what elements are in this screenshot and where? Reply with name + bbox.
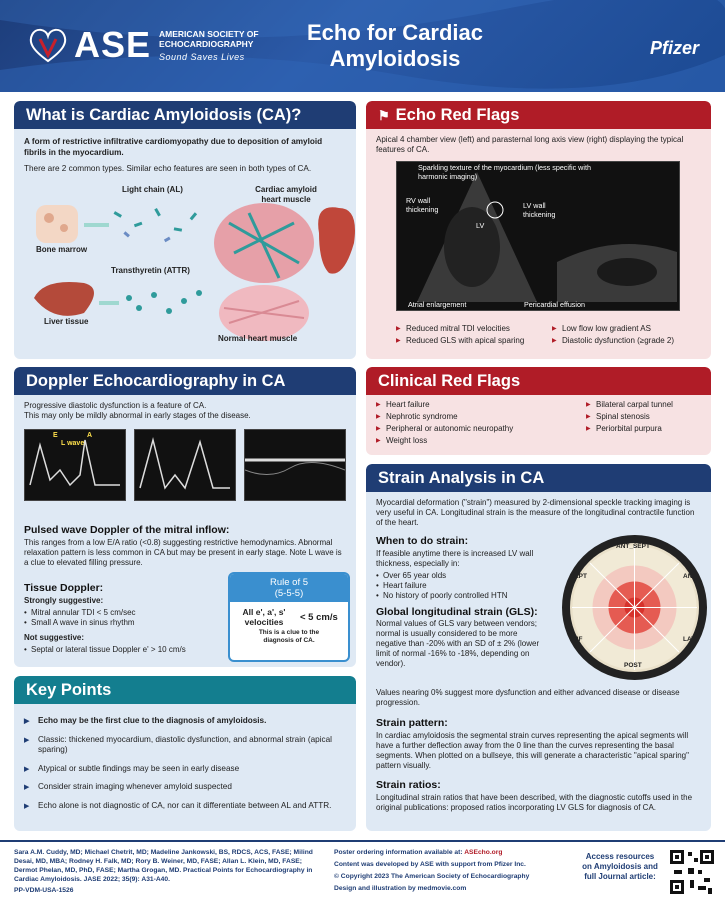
ase-tagline: Sound Saves Lives: [159, 51, 245, 62]
design-text: Design and illustration by medmovie.com: [334, 885, 467, 892]
ase-logo[interactable]: [28, 24, 259, 66]
bull-ant-sept: ANT_SEPT: [616, 543, 650, 550]
order-text: Poster ordering information available at:: [334, 849, 465, 856]
footer: [0, 840, 725, 908]
not-item: • Septal or lateral tissue Doppler e' > 10 cm/s: [24, 645, 214, 655]
clinical-flags-right: [586, 399, 673, 435]
pw-doppler-section: [14, 515, 356, 574]
doppler-image-1: [24, 429, 126, 501]
ratios-title: Strain ratios:: [376, 779, 441, 791]
order-link[interactable]: ASEcho.org: [464, 849, 503, 856]
lv-wall-annotation: LV wall thickening: [523, 201, 556, 219]
pericardial-annotation: Pericardial effusion: [524, 300, 585, 309]
pfizer-text: Pfizer: [649, 38, 699, 58]
bull-lat: LAT: [683, 636, 696, 643]
org-full-name: AMERICAN SOCIETY OF ECHOCARDIOGRAPHY: [159, 28, 259, 49]
when-text: If feasible anytime there is increased LV wall thickness, especially in:: [376, 548, 534, 568]
ase-logo-text: ASE: [74, 24, 152, 65]
key-points-heading: Key Points: [14, 676, 356, 704]
key-point-item: ▶ Atypical or subtle findings may be seen in early disease: [24, 764, 346, 775]
amyloid-muscle-label: Cardiac amyloid heart muscle: [255, 185, 317, 204]
what-is-ca-body: [14, 129, 356, 181]
key-point-item: ▶ Echo alone is not diagnostic of CA, nor can it differentiate between AL and ATTR.: [24, 801, 346, 812]
strong-list: [24, 608, 214, 628]
clinical-flags-left: [376, 399, 513, 447]
clinical-flag-item: ▶ Spinal stenosis: [586, 411, 673, 423]
clinical-flag-item: ▶ Nephrotic syndrome: [376, 411, 513, 423]
strain-intro: Myocardial deformation ("strain") measured by 2-dimensional speckle tracking imaging is very useful in CA. Longitudinal strain is the measure of the longitudinal contractile function of the heart.: [376, 498, 695, 527]
doppler-lwave-label: L wave: [61, 440, 85, 447]
what-is-ca-heading: What is Cardiac Amyloidosis (CA)?: [14, 101, 356, 129]
lv-annotation: LV: [476, 221, 485, 230]
pattern-title: Strain pattern:: [376, 717, 448, 729]
echo-red-flags-heading: [366, 101, 711, 129]
developed-text: Content was developed by ASE with support from Pfizer Inc.: [334, 861, 526, 868]
rule-right: < 5 cm/s: [300, 611, 338, 623]
strong-item: • Mitral annular TDI < 5 cm/sec: [24, 608, 214, 618]
when-item: • No history of poorly controlled HTN: [376, 591, 546, 601]
flag-icon: ⚑: [378, 108, 390, 123]
strong-item: • Small A wave in sinus rhythm: [24, 618, 214, 628]
when-item: • Over 65 year olds: [376, 571, 546, 581]
echo-flags-left: [396, 323, 524, 347]
strain-left-col: [366, 526, 556, 675]
rule-header: [230, 574, 348, 602]
echo-red-flags-panel: [366, 101, 711, 359]
key-point-item: ▶ Classic: thickened myocardium, diastolic dysfunction, and abnormal strain (apical sparing): [24, 735, 346, 756]
rule-title: Rule of 5: [269, 577, 309, 588]
access-text: Access resources on Amyloidosis and full Journal article:: [582, 852, 658, 881]
gls-title: Global longitudinal strain (GLS):: [376, 605, 538, 618]
bull-sept: SEPT: [570, 573, 587, 580]
echo-flag-item: ▶ Diastolic dysfunction (≥grade 2): [552, 335, 674, 347]
strong-label: Strongly suggestive:: [24, 595, 104, 605]
not-label: Not suggestive:: [24, 632, 85, 642]
ca-types-text: There are 2 common types. Similar echo features are seen in both types of CA.: [24, 164, 312, 173]
clinical-flag-item: ▶ Weight loss: [376, 435, 513, 447]
bull-inf: INF: [572, 636, 583, 643]
when-item: • Heart failure: [376, 581, 546, 591]
ratios-section: [366, 770, 711, 819]
clinical-flag-item: ▶ Bilateral carpal tunnel: [586, 399, 673, 411]
rule-note: This is a clue to the diagnosis of CA.: [258, 629, 320, 644]
pattern-section: [366, 708, 711, 777]
atrial-annotation: Atrial enlargement: [408, 300, 467, 309]
attr-label: Transthyretin (ATTR): [111, 266, 190, 275]
when-list: [376, 571, 546, 601]
header-banner: [0, 0, 725, 92]
clinical-flags-heading: Clinical Red Flags: [366, 367, 711, 395]
echo-views-svg: [397, 162, 681, 312]
doppler-a-label: A: [87, 432, 93, 439]
clinical-flag-item: ▶ Heart failure: [376, 399, 513, 411]
pattern-text: In cardiac amyloidosis the segmental strain curves representing the apical segments will have a further deflection away from the 0 line than the curves representing the basal segments. When plotted on a bullseye, this will generate a characteristic "apical sparing" pattern visually.: [376, 730, 689, 770]
tissue-trace: [245, 430, 345, 500]
doppler-image-2: [134, 429, 236, 501]
key-points-list: [14, 704, 356, 811]
ase-logo-subtitle: [159, 29, 259, 62]
strain-bullseye: [562, 535, 707, 680]
tissue-doppler-image: [244, 429, 346, 501]
sparkle-annotation: Sparkling texture of the myocardium (less specific with harmonic imaging): [418, 163, 591, 181]
footer-code: PP-VDM-USA-1526: [14, 887, 74, 894]
bull-post: POST: [624, 662, 642, 669]
not-list: [24, 645, 214, 655]
doppler-heading: Doppler Echocardiography in CA: [14, 367, 356, 395]
rv-wall-annotation: RV wall thickening: [406, 196, 439, 214]
bone-marrow-label: Bone marrow: [36, 245, 88, 254]
doppler-e-label: E: [53, 432, 58, 439]
echo-intro: Apical 4 chamber view (left) and parasternal long axis view (right) displaying the typical features of CA.: [376, 135, 684, 154]
clinical-flag-item: ▶ Peripheral or autonomic neuropathy: [376, 423, 513, 435]
echo-flags-right: [552, 323, 674, 347]
copyright-text: © Copyright 2023 The American Society of Echocardiography: [334, 873, 530, 880]
footer-authors: Sara A.M. Cuddy, MD; Michael Chetrit, MD; Madeline Jankowski, BS, RDCS, ACS, FASE; Milind Desai, MD, MBA; Rodney H. Falk, MD; Rory B. Weiner, MD, FASE; Allan L. Klein, MD, FASE; Dermot Phelan, MD, PhD, FASE; Martha Grogan, MD. Practical Points for Echocardiography in Cardiac Amyloidosis. JASE 2022; 35(9): A31-A40.: [14, 849, 313, 883]
gls-text-2: Values nearing 0% suggest more dysfunction and either advanced disease or disease progression.: [376, 688, 680, 707]
key-points-panel: [14, 676, 356, 831]
ca-definition: A form of restrictive infiltrative cardiomyopathy due to deposition of amyloid fibrils in the myocardium.: [24, 137, 323, 157]
rule-left: All e', a', s' velocities: [242, 607, 286, 627]
when-title: When to do strain:: [376, 535, 469, 547]
gls-text: Normal values of GLS vary between vendors; normal is usually considered to be more negative than -20% with an SD of ± 2% (lower limit of normal -16% to -18%, depending on vendor).: [376, 619, 540, 668]
ratios-text: Longitudinal strain ratios that have been described, with the diagnostic cutoffs used in the original publications: proposed ratios incorporating LV GLS for diagnosis of CA.: [376, 792, 693, 812]
rule-sub: (5-5-5): [274, 588, 304, 599]
qr-code-icon[interactable]: [668, 848, 716, 896]
footer-info: [334, 848, 564, 893]
bull-ant: ANT: [683, 573, 697, 580]
echo-flag-item: ▶ Low flow low gradient AS: [552, 323, 674, 335]
tissue-title: Tissue Doppler:: [24, 582, 104, 594]
ase-heart-icon: [28, 27, 68, 63]
bullseye-svg: [570, 543, 699, 672]
clinical-flags-panel: [366, 367, 711, 455]
light-chain-label: Light chain (AL): [122, 185, 183, 194]
echo-images: [396, 161, 680, 311]
doppler-intro: [14, 395, 356, 427]
rule-of-5-box: [228, 572, 350, 662]
echo-flag-item: ▶ Reduced mitral TDI velocities: [396, 323, 524, 335]
echo-flag-item: ▶ Reduced GLS with apical sparing: [396, 335, 524, 347]
pw-text: This ranges from a low E/A ratio (<0.8) suggesting restrictive hemodynamics. Abnormal relaxation pattern is less common in CA but may be present in early stage. Note L wave is a clue to elevated filling pressure.: [24, 537, 342, 567]
pw-title: Pulsed wave Doppler of the mitral inflow:: [24, 524, 230, 536]
poster-title: Echo for Cardiac Amyloidosis: [306, 20, 484, 71]
echo-red-flags-title: Echo Red Flags: [395, 106, 520, 124]
key-point-item: ▶ Echo may be the first clue to the diagnosis of amyloidosis.: [24, 716, 346, 727]
strain-heading: Strain Analysis in CA: [366, 464, 711, 492]
clinical-flag-item: ▶ Periorbital purpura: [586, 423, 673, 435]
footer-citation: [14, 848, 314, 895]
doppler-intro-2: This may only be mildly abnormal in early stages of the disease.: [24, 411, 251, 420]
what-is-ca-panel: [14, 101, 356, 359]
key-point-item: ▶ Consider strain imaging whenever amyloid suspected: [24, 782, 346, 793]
doppler-trace-2: [135, 430, 235, 500]
liver-label: Liver tissue: [44, 317, 89, 326]
normal-muscle-label: Normal heart muscle: [218, 334, 298, 343]
rule-content: [230, 602, 348, 627]
tissue-doppler-section: [14, 573, 224, 661]
doppler-intro-1: Progressive diastolic dysfunction is a feature of CA.: [24, 401, 207, 410]
pfizer-logo[interactable]: [650, 38, 699, 59]
